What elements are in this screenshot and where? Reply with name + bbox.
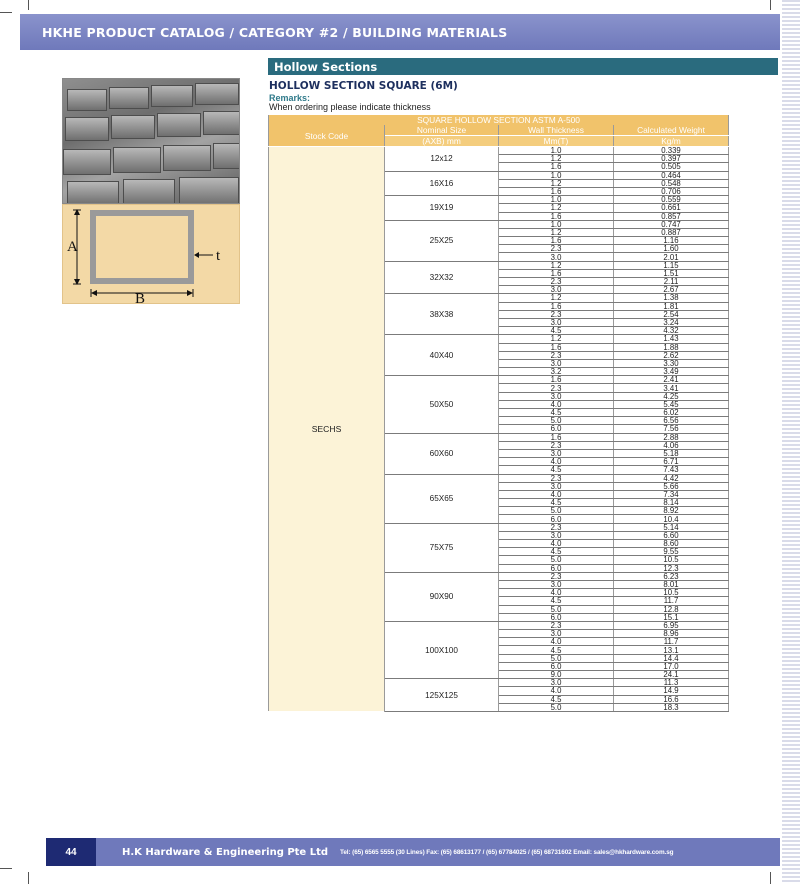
wall-thickness-cell: 3.0 [499, 318, 614, 326]
weight-cell: 3.41 [614, 384, 729, 392]
weight-cell: 5.66 [614, 482, 729, 490]
wall-thickness-cell: 4.0 [499, 458, 614, 466]
company-name: H.K Hardware & Engineering Pte Ltd [122, 846, 329, 858]
nominal-size-cell: 65X65 [385, 474, 499, 523]
spec-table-body [269, 147, 729, 712]
page-number: 44 [46, 838, 96, 866]
wall-thickness-cell: 1.2 [499, 179, 614, 187]
wall-thickness-cell: 3.2 [499, 368, 614, 376]
wall-thickness-cell: 1.0 [499, 171, 614, 179]
wall-thickness-cell: 4.5 [499, 548, 614, 556]
nominal-size-cell: 75X75 [385, 523, 499, 572]
wall-thickness-cell: 4.5 [499, 646, 614, 654]
col-calculated-weight: Calculated Weight [614, 125, 729, 136]
weight-cell: 0.706 [614, 187, 729, 195]
weight-cell: 1.51 [614, 269, 729, 277]
weight-cell: 0.661 [614, 204, 729, 212]
table-caption: SQUARE HOLLOW SECTION ASTM A-500 [269, 115, 729, 125]
table-row [269, 147, 729, 155]
nominal-size-cell: 32X32 [385, 261, 499, 294]
wall-thickness-cell: 5.0 [499, 417, 614, 425]
weight-cell: 14.9 [614, 687, 729, 695]
weight-cell: 8.60 [614, 540, 729, 548]
wall-thickness-cell: 1.6 [499, 269, 614, 277]
wall-thickness-cell: 1.6 [499, 433, 614, 441]
weight-cell: 17.0 [614, 662, 729, 670]
weight-cell: 9.55 [614, 548, 729, 556]
weight-cell: 4.32 [614, 327, 729, 335]
wall-thickness-cell: 1.0 [499, 196, 614, 204]
weight-cell: 10.5 [614, 589, 729, 597]
weight-cell: 3.49 [614, 368, 729, 376]
weight-cell: 7.43 [614, 466, 729, 474]
weight-cell: 14.4 [614, 654, 729, 662]
weight-cell: 1.16 [614, 237, 729, 245]
wall-thickness-cell: 4.0 [499, 589, 614, 597]
wall-thickness-cell: 3.0 [499, 359, 614, 367]
weight-cell: 1.60 [614, 245, 729, 253]
wall-thickness-cell: 5.0 [499, 507, 614, 515]
weight-cell: 0.559 [614, 196, 729, 204]
square-section-icon [63, 205, 241, 305]
remarks-text: When ordering please indicate thickness [269, 102, 431, 112]
weight-cell: 24.1 [614, 671, 729, 679]
remarks-label: Remarks: [269, 93, 311, 103]
section-title: Hollow Sections [274, 59, 378, 74]
weight-cell: 2.41 [614, 376, 729, 384]
weight-cell: 5.18 [614, 449, 729, 457]
wall-thickness-cell: 4.5 [499, 466, 614, 474]
nominal-size-cell: 50X50 [385, 376, 499, 433]
wall-thickness-cell: 4.0 [499, 638, 614, 646]
crop-mark [770, 0, 771, 10]
wall-thickness-cell: 5.0 [499, 703, 614, 711]
wall-thickness-cell: 3.0 [499, 482, 614, 490]
weight-cell: 0.887 [614, 228, 729, 236]
wall-thickness-cell: 1.0 [499, 220, 614, 228]
nominal-size-cell: 60X60 [385, 433, 499, 474]
col-stock-code: Stock Code [269, 125, 385, 147]
spec-table [268, 115, 729, 712]
wall-thickness-cell: 3.0 [499, 286, 614, 294]
wall-thickness-cell: 5.0 [499, 654, 614, 662]
wall-thickness-cell: 4.0 [499, 540, 614, 548]
weight-cell: 7.56 [614, 425, 729, 433]
wall-thickness-cell: 4.5 [499, 327, 614, 335]
nominal-size-cell: 12x12 [385, 147, 499, 172]
weight-cell: 2.11 [614, 278, 729, 286]
weight-cell: 5.45 [614, 400, 729, 408]
weight-cell: 0.339 [614, 147, 729, 155]
weight-cell: 10.4 [614, 515, 729, 523]
weight-cell: 0.857 [614, 212, 729, 220]
weight-cell: 6.71 [614, 458, 729, 466]
nominal-size-cell: 40X40 [385, 335, 499, 376]
nominal-size-cell: 25X25 [385, 220, 499, 261]
wall-thickness-cell: 3.0 [499, 630, 614, 638]
wall-thickness-cell: 4.0 [499, 490, 614, 498]
weight-cell: 0.505 [614, 163, 729, 171]
wall-thickness-cell: 2.3 [499, 474, 614, 482]
wall-thickness-cell: 3.0 [499, 392, 614, 400]
col-weight-unit: Kg/m [614, 136, 729, 147]
wall-thickness-cell: 3.0 [499, 449, 614, 457]
wall-thickness-cell: 1.6 [499, 163, 614, 171]
weight-cell: 11.7 [614, 638, 729, 646]
crop-mark [28, 872, 29, 884]
page-footer [46, 838, 780, 866]
wall-thickness-cell: 3.0 [499, 531, 614, 539]
weight-cell: 0.548 [614, 179, 729, 187]
contact-info: Tel: (65) 6565 5555 (30 Lines) Fax: (65) 68613177 / (65) 67784025 / (65) 68731602 Email: sales@hkhardware.com.sg [340, 848, 674, 856]
col-nominal-size: Nominal Size [385, 125, 499, 136]
weight-cell: 4.06 [614, 441, 729, 449]
wall-thickness-cell: 6.0 [499, 564, 614, 572]
wall-thickness-cell: 6.0 [499, 425, 614, 433]
weight-cell: 12.8 [614, 605, 729, 613]
weight-cell: 2.62 [614, 351, 729, 359]
weight-cell: 6.95 [614, 621, 729, 629]
weight-cell: 2.54 [614, 310, 729, 318]
weight-cell: 8.92 [614, 507, 729, 515]
weight-cell: 12.3 [614, 564, 729, 572]
weight-cell: 8.14 [614, 499, 729, 507]
wall-thickness-cell: 4.5 [499, 499, 614, 507]
weight-cell: 2.01 [614, 253, 729, 261]
weight-cell: 6.60 [614, 531, 729, 539]
wall-thickness-cell: 3.0 [499, 580, 614, 588]
product-photo [62, 78, 240, 204]
wall-thickness-cell: 4.0 [499, 400, 614, 408]
wall-thickness-cell: 1.6 [499, 376, 614, 384]
wall-thickness-cell: 1.2 [499, 228, 614, 236]
wall-thickness-cell: 9.0 [499, 671, 614, 679]
col-wall-unit: Mm(T) [499, 136, 614, 147]
weight-cell: 4.42 [614, 474, 729, 482]
weight-cell: 2.67 [614, 286, 729, 294]
wall-thickness-cell: 4.5 [499, 695, 614, 703]
weight-cell: 18.3 [614, 703, 729, 711]
catalog-title: HKHE PRODUCT CATALOG / CATEGORY #2 / BUILDING MATERIALS [42, 24, 508, 40]
wall-thickness-cell: 4.0 [499, 687, 614, 695]
weight-cell: 6.56 [614, 417, 729, 425]
weight-cell: 8.96 [614, 630, 729, 638]
label-b: B [135, 291, 146, 305]
wall-thickness-cell: 4.5 [499, 409, 614, 417]
wall-thickness-cell: 1.6 [499, 302, 614, 310]
wall-thickness-cell: 2.3 [499, 351, 614, 359]
weight-cell: 11.3 [614, 679, 729, 687]
wall-thickness-cell: 1.2 [499, 261, 614, 269]
weight-cell: 13.1 [614, 646, 729, 654]
weight-cell: 2.88 [614, 433, 729, 441]
wall-thickness-cell: 2.3 [499, 621, 614, 629]
weight-cell: 7.34 [614, 490, 729, 498]
weight-cell: 4.25 [614, 392, 729, 400]
decorative-stripe [782, 0, 800, 884]
wall-thickness-cell: 1.0 [499, 147, 614, 155]
weight-cell: 0.747 [614, 220, 729, 228]
weight-cell: 0.464 [614, 171, 729, 179]
wall-thickness-cell: 6.0 [499, 613, 614, 621]
weight-cell: 1.15 [614, 261, 729, 269]
wall-thickness-cell: 1.2 [499, 335, 614, 343]
wall-thickness-cell: 5.0 [499, 556, 614, 564]
weight-cell: 5.14 [614, 523, 729, 531]
stock-code-cell: SECHS [269, 147, 385, 712]
wall-thickness-cell: 2.3 [499, 441, 614, 449]
weight-cell: 3.24 [614, 318, 729, 326]
wall-thickness-cell: 1.6 [499, 187, 614, 195]
section-header [268, 58, 778, 75]
product-title: HOLLOW SECTION SQUARE (6M) [269, 80, 458, 92]
weight-cell: 1.88 [614, 343, 729, 351]
wall-thickness-cell: 1.2 [499, 204, 614, 212]
weight-cell: 10.5 [614, 556, 729, 564]
weight-cell: 6.02 [614, 409, 729, 417]
weight-cell: 8.01 [614, 580, 729, 588]
crop-mark [0, 868, 12, 869]
weight-cell: 1.43 [614, 335, 729, 343]
cross-section-diagram [62, 204, 240, 304]
wall-thickness-cell: 6.0 [499, 515, 614, 523]
wall-thickness-cell: 1.6 [499, 212, 614, 220]
nominal-size-cell: 16X16 [385, 171, 499, 196]
wall-thickness-cell: 1.6 [499, 343, 614, 351]
wall-thickness-cell: 6.0 [499, 662, 614, 670]
col-wall-thickness: Wall Thickness [499, 125, 614, 136]
wall-thickness-cell: 2.3 [499, 310, 614, 318]
nominal-size-cell: 38X38 [385, 294, 499, 335]
label-a: A [67, 239, 78, 255]
crop-mark [28, 0, 29, 10]
weight-cell: 16.6 [614, 695, 729, 703]
nominal-size-cell: 125X125 [385, 679, 499, 712]
weight-cell: 6.23 [614, 572, 729, 580]
col-size-unit: (AXB) mm [385, 136, 499, 147]
wall-thickness-cell: 3.0 [499, 253, 614, 261]
crop-mark [770, 872, 771, 884]
wall-thickness-cell: 5.0 [499, 605, 614, 613]
weight-cell: 3.30 [614, 359, 729, 367]
nominal-size-cell: 19X19 [385, 196, 499, 221]
wall-thickness-cell: 3.0 [499, 679, 614, 687]
wall-thickness-cell: 2.3 [499, 523, 614, 531]
wall-thickness-cell: 2.3 [499, 572, 614, 580]
nominal-size-cell: 100X100 [385, 621, 499, 678]
wall-thickness-cell: 1.6 [499, 237, 614, 245]
wall-thickness-cell: 2.3 [499, 245, 614, 253]
wall-thickness-cell: 2.3 [499, 278, 614, 286]
weight-cell: 15.1 [614, 613, 729, 621]
wall-thickness-cell: 2.3 [499, 384, 614, 392]
weight-cell: 1.38 [614, 294, 729, 302]
wall-thickness-cell: 1.2 [499, 294, 614, 302]
nominal-size-cell: 90X90 [385, 572, 499, 621]
weight-cell: 11.7 [614, 597, 729, 605]
crop-mark [0, 12, 12, 13]
catalog-header [20, 14, 780, 50]
wall-thickness-cell: 4.5 [499, 597, 614, 605]
weight-cell: 0.397 [614, 155, 729, 163]
weight-cell: 1.81 [614, 302, 729, 310]
label-t: t [216, 248, 221, 264]
wall-thickness-cell: 1.2 [499, 155, 614, 163]
